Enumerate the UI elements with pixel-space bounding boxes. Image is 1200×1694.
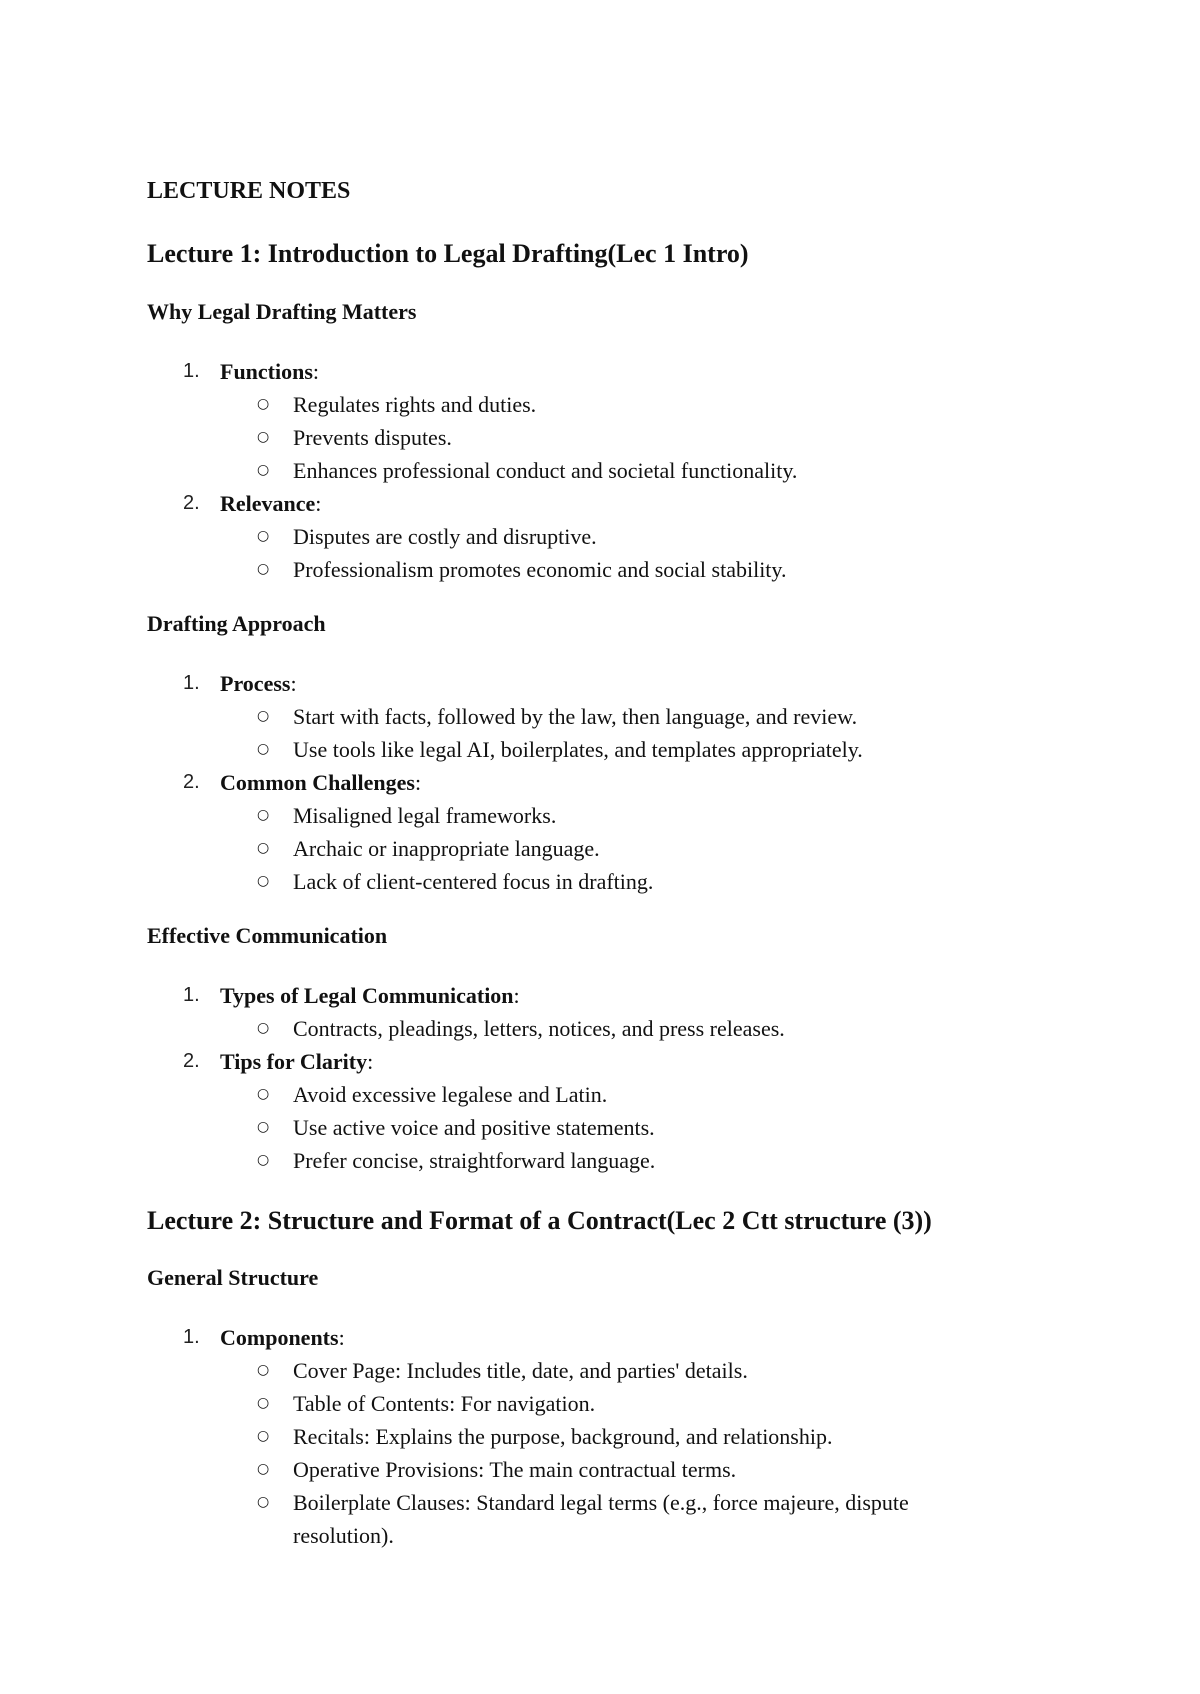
list-number: 2.	[183, 771, 200, 793]
bullet-item: ○ Table of Contents: For navigation.	[147, 1387, 1047, 1420]
numbered-list-general-structure	[147, 1321, 1047, 1552]
list-item-types-of-legal-communication	[147, 979, 1047, 1012]
list-item-process	[147, 667, 1047, 700]
bullet-item: ○ Lack of client-centered focus in drafting.	[147, 865, 1047, 898]
section-drafting-approach: Drafting Approach	[147, 611, 326, 636]
bullet-item: ○ Regulates rights and duties.	[147, 388, 1047, 421]
bullet-item: ○ Prevents disputes.	[147, 421, 1047, 454]
bullet-item: ○ Professionalism promotes economic and social stability.	[147, 553, 1047, 586]
list-item-label: Tips for Clarity:	[220, 1049, 374, 1074]
list-item-label: Relevance:	[220, 491, 322, 516]
list-number: 1.	[183, 984, 200, 1006]
list-number: 2.	[183, 1050, 200, 1072]
list-item-common-challenges	[147, 766, 1047, 799]
circle-bullet-icon: ○	[257, 708, 270, 724]
list-item-label: Components:	[220, 1325, 345, 1350]
list-item-functions	[147, 355, 1047, 388]
bullet-item: ○ Recitals: Explains the purpose, background, and relationship.	[147, 1420, 1047, 1453]
lecture-1-heading: Lecture 1: Introduction to Legal Drafting(Lec 1 Intro)	[147, 239, 749, 268]
section-general-structure: General Structure	[147, 1265, 319, 1290]
circle-bullet-icon: ○	[257, 462, 270, 478]
list-item-label: Process:	[220, 671, 297, 696]
list-item-relevance	[147, 487, 1047, 520]
circle-bullet-icon: ○	[257, 741, 270, 757]
bullet-item: ○ Start with facts, followed by the law, then language, and review.	[147, 700, 1047, 733]
list-number: 1.	[183, 360, 200, 382]
bullet-item: ○ Disputes are costly and disruptive.	[147, 520, 1047, 553]
section-effective-communication: Effective Communication	[147, 923, 388, 948]
list-item-tips-for-clarity	[147, 1045, 1047, 1078]
circle-bullet-icon: ○	[257, 1119, 270, 1135]
list-item-label: Common Challenges:	[220, 770, 422, 795]
circle-bullet-icon: ○	[257, 429, 270, 445]
numbered-list-effective-communication	[147, 979, 1047, 1177]
circle-bullet-icon: ○	[257, 528, 270, 544]
circle-bullet-icon: ○	[257, 1494, 270, 1510]
circle-bullet-icon: ○	[257, 1428, 270, 1444]
section-why-legal-drafting-matters: Why Legal Drafting Matters	[147, 299, 417, 324]
list-number: 2.	[183, 492, 200, 514]
circle-bullet-icon: ○	[257, 873, 270, 889]
list-item-label: Functions:	[220, 359, 320, 384]
circle-bullet-icon: ○	[257, 1086, 270, 1102]
document-title: LECTURE NOTES	[147, 178, 351, 204]
list-number: 1.	[183, 1326, 200, 1348]
bullet-item: ○ Operative Provisions: The main contractual terms.	[147, 1453, 1047, 1486]
list-item-label: Types of Legal Communication:	[220, 983, 520, 1008]
numbered-list-drafting-approach	[147, 667, 1047, 898]
bullet-item: ○ Cover Page: Includes title, date, and parties' details.	[147, 1354, 1047, 1387]
circle-bullet-icon: ○	[257, 807, 270, 823]
bullet-item: ○ Use tools like legal AI, boilerplates, and templates appropriately.	[147, 733, 1047, 766]
bullet-item: ○ Misaligned legal frameworks.	[147, 799, 1047, 832]
circle-bullet-icon: ○	[257, 1461, 270, 1477]
bullet-item: ○ Avoid excessive legalese and Latin.	[147, 1078, 1047, 1111]
bullet-item: ○ Archaic or inappropriate language.	[147, 832, 1047, 865]
circle-bullet-icon: ○	[257, 1020, 270, 1036]
lecture-2-heading: Lecture 2: Structure and Format of a Contract(Lec 2 Ctt structure (3))	[147, 1206, 932, 1235]
bullet-item: ○ Prefer concise, straightforward language.	[147, 1144, 1047, 1177]
list-number: 1.	[183, 672, 200, 694]
bullet-item: ○ Enhances professional conduct and societal functionality.	[147, 454, 1047, 487]
circle-bullet-icon: ○	[257, 840, 270, 856]
circle-bullet-icon: ○	[257, 396, 270, 412]
numbered-list-why-legal-drafting	[147, 355, 1047, 586]
circle-bullet-icon: ○	[257, 561, 270, 577]
bullet-item: ○ Contracts, pleadings, letters, notices, and press releases.	[147, 1012, 1047, 1045]
bullet-item: ○ Boilerplate Clauses: Standard legal terms (e.g., force majeure, dispute resolution).	[147, 1486, 1047, 1552]
list-item-components	[147, 1321, 1047, 1354]
circle-bullet-icon: ○	[257, 1362, 270, 1378]
circle-bullet-icon: ○	[257, 1395, 270, 1411]
circle-bullet-icon: ○	[257, 1152, 270, 1168]
bullet-item: ○ Use active voice and positive statements.	[147, 1111, 1047, 1144]
